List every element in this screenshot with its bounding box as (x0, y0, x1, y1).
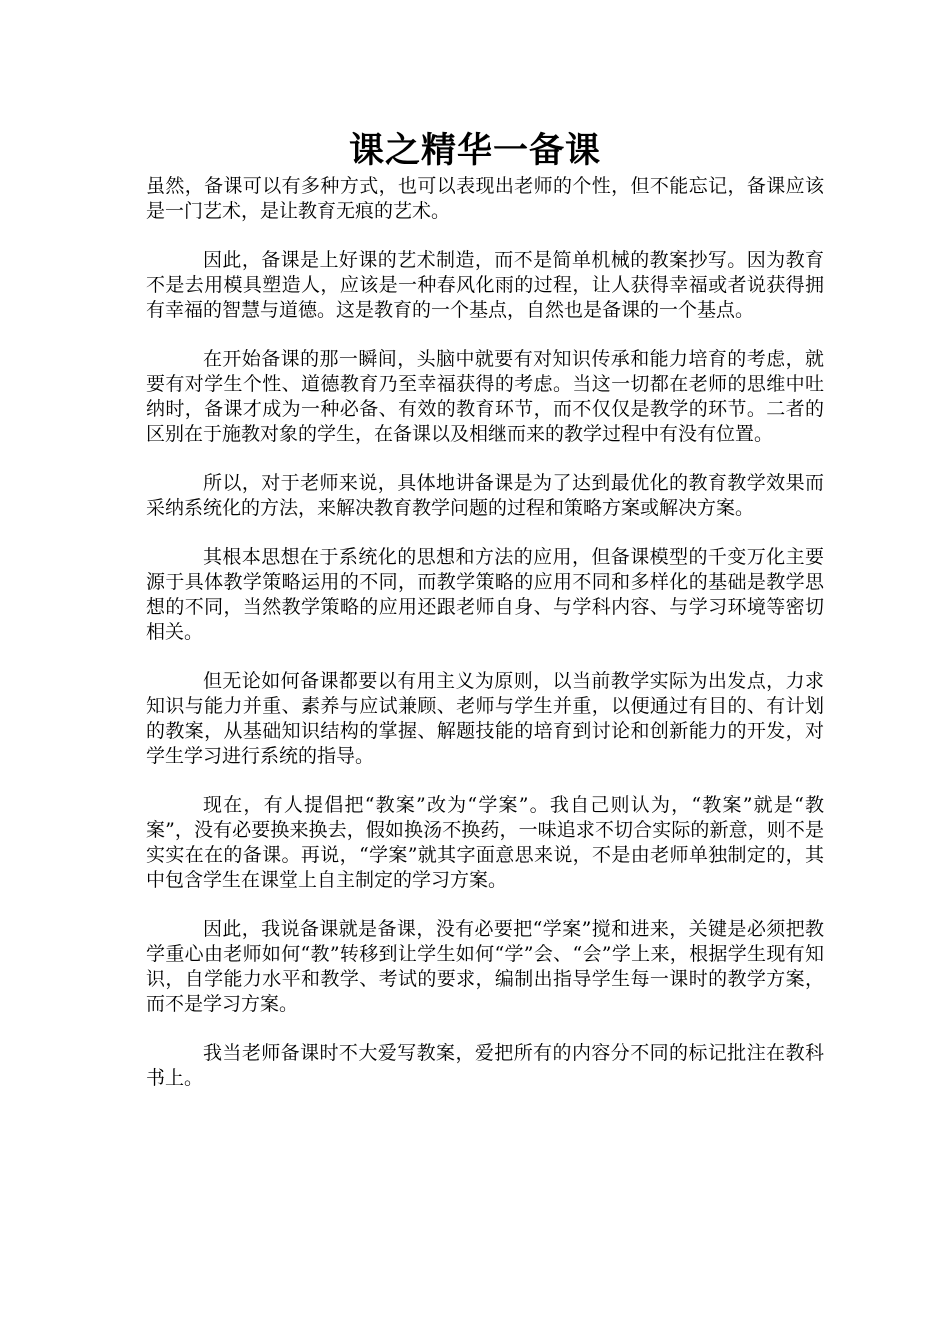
paragraph-8: 因此，我说备课就是备课，没有必要把“学案”搅和进来，关键是必须把教学重心由老师如何“教”转移到让学生如何“学”会、“会”学上来，根据学生现有知识，自学能力水平和教学、考试的要求，编制出指导学生每一课时的教学方案，而不是学习方案。 (146, 918, 824, 1015)
paragraph-9: 我当老师备课时不大爱写教案，爱把所有的内容分不同的标记批注在教科书上。 (146, 1042, 824, 1089)
paragraph-1: 虽然，备课可以有多种方式，也可以表现出老师的个性，但不能忘记，备课应该是一门艺术，是让教育无痕的艺术。 (146, 175, 824, 222)
paragraph-5: 其根本思想在于系统化的思想和方法的应用，但备课模型的千变万化主要源于具体教学策略运用的不同，而教学策略的应用不同和多样化的基础是教学思想的不同，当然教学策略的应用还跟老师自身、与学科内容、与学习环境等密切相关。 (146, 546, 824, 643)
document-title: 课之精华一备课 (348, 130, 601, 171)
paragraph-6: 但无论如何备课都要以有用主义为原则，以当前教学实际为出发点，力求知识与能力并重、素养与应试兼顾、老师与学生并重，以便通过有目的、有计划的教案，从基础知识结构的掌握、解题技能的培育到讨论和创新能力的开发，对学生学习进行系统的指导。 (146, 670, 824, 767)
paragraph-2: 因此，备课是上好课的艺术制造，而不是简单机械的教案抄写。因为教育不是去用模具塑造人，应该是一种春风化雨的过程，让人获得幸福或者说获得拥有幸福的智慧与道德。这是教育的一个基点，自然也是备课的一个基点。 (146, 249, 824, 321)
paragraph-7: 现在，有人提倡把“教案”改为“学案”。我自己则认为，“教案”就是“教案”，没有必要换来换去，假如换汤不换药，一味追求不切合实际的新意，则不是实实在在的备课。再说，“学案”就其字面意思来说，不是由老师单独制定的，其中包含学生在课堂上自主制定的学习方案。 (146, 794, 824, 891)
paragraph-3: 在开始备课的那一瞬间，头脑中就要有对知识传承和能力培育的考虑，就要有对学生个性、道德教育乃至幸福获得的考虑。当这一切都在老师的思维中吐纳时，备课才成为一种必备、有效的教育环节，而不仅仅是教学的环节。二者的区别在于施教对象的学生，在备课以及相继而来的教学过程中有没有位置。 (146, 348, 824, 445)
document-body (146, 174, 824, 1115)
paragraph-4: 所以，对于老师来说，具体地讲备课是为了达到最优化的教育教学效果而采纳系统化的方法，来解决教育教学问题的过程和策略方案或解决方案。 (146, 472, 824, 519)
